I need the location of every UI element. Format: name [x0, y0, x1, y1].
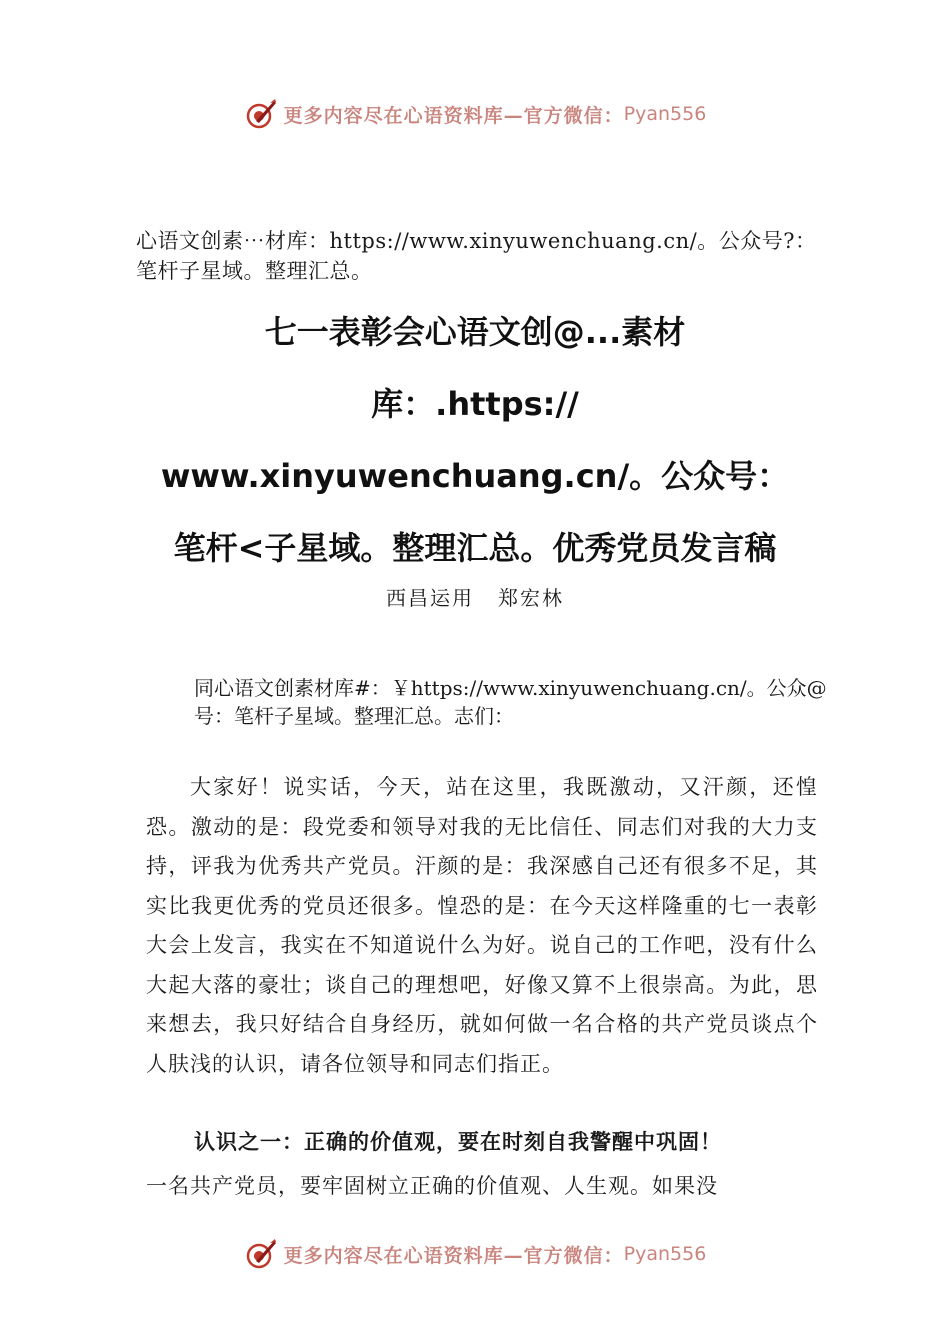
author-line	[0, 582, 950, 611]
section-1-heading: 认识之一：正确的价值观，要在时刻自我警醒中巩固！	[194, 1129, 722, 1154]
quill-pen-logo-icon	[244, 1237, 278, 1271]
section-1-text: 一名共产党员，要牢固树立正确的价值观、人生观。如果没	[146, 1174, 718, 1198]
author-unit: 西昌运用	[386, 586, 474, 610]
banner-wechat-id: Pyan556	[623, 1243, 707, 1265]
title-line-2: 库：.https://	[371, 385, 579, 423]
header-note: 心语文创素⋯材库：https://www.xinyuwenchuang.cn/。公众号?：笔杆子星域。整理汇总。	[136, 229, 817, 283]
paragraph-1: 大家好！说实话，今天，站在这里，我既激动，又汗颜，还惶恐。激动的是：段党委和领导对我的无比信任、同志们对我的大力支持，评我为优秀共产党员。汗颜的是：我深感自己还有很多不足，其实比我更优秀的党员还很多。惶恐的是：在今天这样隆重的七一表彰大会上发言，我实在不知道说什么为好。说自己的工作吧，没有什么大起大落的豪壮；谈自己的理想吧，好像又算不上很崇高。为此，思来想去，我只好结合自身经历，就如何做一名合格的共产党员谈点个人肤浅的认识，请各位领导和同志们指正。	[146, 775, 818, 1076]
greeting: 同心语文创素材库#：￥https://www.xinyuwenchuang.cn/。公众@号：笔杆子星域。整理汇总。志们：	[194, 676, 827, 728]
title-line-4: 笔杆<子星域。整理汇总。优秀党员发言稿	[173, 529, 777, 567]
quill-pen-logo-icon	[244, 97, 278, 131]
footer-banner	[0, 1232, 950, 1276]
banner-text: 更多内容尽在心语资料库—官方微信：	[283, 104, 624, 127]
header-banner	[0, 92, 950, 136]
author-name: 郑宏林	[498, 586, 564, 610]
document-title	[60, 296, 890, 584]
banner-text: 更多内容尽在心语资料库—官方微信：	[283, 1244, 624, 1267]
title-line-1: 七一表彰会心语文创@...素材	[264, 313, 686, 351]
title-line-3: www.xinyuwenchuang.cn/。公众号：	[160, 457, 790, 495]
banner-wechat-id: Pyan556	[623, 103, 707, 125]
